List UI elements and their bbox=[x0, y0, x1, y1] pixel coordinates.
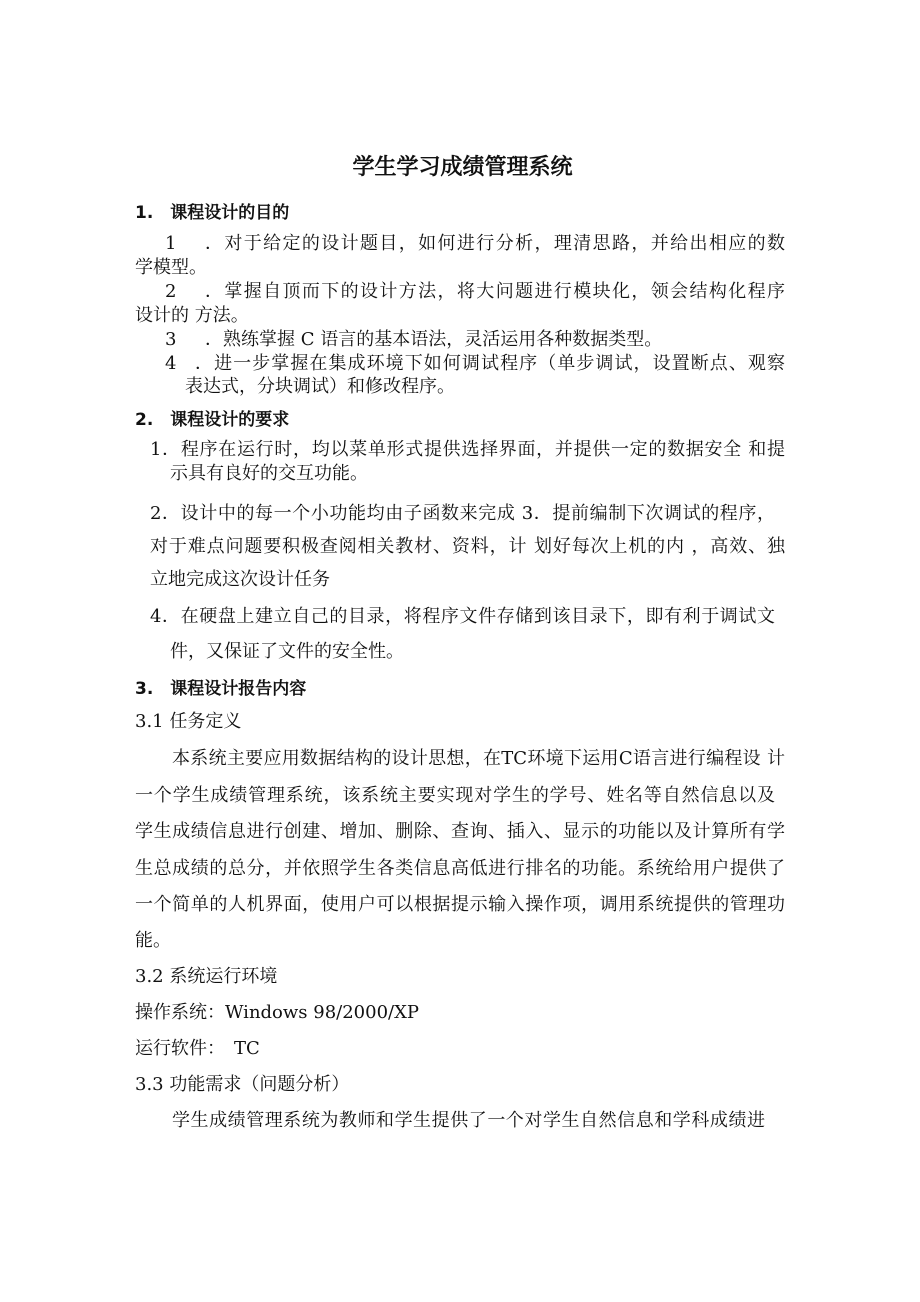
paragraph-line: 对于难点问题要积极查阅相关教材、资料，计 划好每次上机的内 ，高效、独 bbox=[150, 536, 785, 557]
section-heading: 3. 课程设计报告内容 bbox=[135, 679, 307, 699]
subsection-heading: 3.3 功能需求（问题分析） bbox=[135, 1074, 350, 1095]
paragraph-line: 立地完成这次设计任务 bbox=[150, 569, 330, 590]
section-heading: 1. 课程设计的目的 bbox=[135, 203, 290, 223]
paragraph-line: 学生成绩信息进行创建、增加、删除、查询、插入、显示的功能以及计算所有学 bbox=[135, 821, 785, 842]
subsection-heading: 3.2 系统运行环境 bbox=[135, 966, 278, 987]
item-number: 2 bbox=[165, 281, 177, 302]
paragraph-line: 学模型。 bbox=[135, 257, 207, 278]
paragraph-line: ．熟练掌握 C 语言的基本语法，灵活运用各种数据类型。 bbox=[205, 329, 663, 350]
paragraph-line: 设计的 方法。 bbox=[135, 305, 249, 326]
paragraph-line: 一个学生成绩管理系统，该系统主要实现对学生的学号、姓名等自然信息以及 bbox=[135, 785, 775, 806]
software-line: 运行软件： TC bbox=[135, 1038, 260, 1059]
paragraph-line: ．进一步掌握在集成环境下如何调试程序（单步调试，设置断点、观察 bbox=[195, 353, 785, 374]
paragraph-line: 一个简单的人机界面，使用户可以根据提示输入操作项，调用系统提供的管理功 bbox=[135, 894, 785, 915]
paragraph-line: 4．在硬盘上建立自己的目录，将程序文件存储到该目录下，即有利于调试文 bbox=[150, 606, 775, 627]
paragraph-line: 2．设计中的每一个小功能均由子函数来完成 3．提前编制下次调试的程序， bbox=[150, 503, 775, 524]
os-line: 操作系统：Windows 98/2000/XP bbox=[135, 1002, 420, 1023]
paragraph-line: 生总成绩的总分，并依照学生各类信息高低进行排名的功能。系统给用户提供了 bbox=[135, 858, 785, 879]
paragraph-line: 1．程序在运行时，均以菜单形式提供选择界面，并提供一定的数据安全 和提 bbox=[150, 439, 785, 460]
document-title: 学生学习成绩管理系统 bbox=[352, 155, 573, 180]
paragraph-line: 表达式，分块调试）和修改程序。 bbox=[185, 376, 455, 397]
paragraph-line: 能。 bbox=[135, 930, 171, 951]
paragraph-line: ．对于给定的设计题目，如何进行分析，理清思路，并给出相应的数 bbox=[205, 233, 785, 254]
paragraph-line: 学生成绩管理系统为教师和学生提供了一个对学生自然信息和学科成绩进 bbox=[172, 1110, 765, 1131]
paragraph-line: 示具有良好的交互功能。 bbox=[170, 463, 368, 484]
item-number: 3 bbox=[165, 329, 177, 350]
section-heading: 2. 课程设计的要求 bbox=[135, 410, 290, 430]
subsection-heading: 3.1 任务定义 bbox=[135, 711, 242, 732]
item-number: 4 bbox=[165, 353, 177, 374]
paragraph-line: ．掌握自顶而下的设计方法，将大问题进行模块化，领会结构化程序 bbox=[205, 281, 785, 302]
item-number: 1 bbox=[165, 233, 177, 254]
paragraph-line: 件，又保证了文件的安全性。 bbox=[170, 641, 404, 662]
paragraph-line: 本系统主要应用数据结构的设计思想，在TC环境下运用C语言进行编程设 计 bbox=[172, 748, 785, 769]
